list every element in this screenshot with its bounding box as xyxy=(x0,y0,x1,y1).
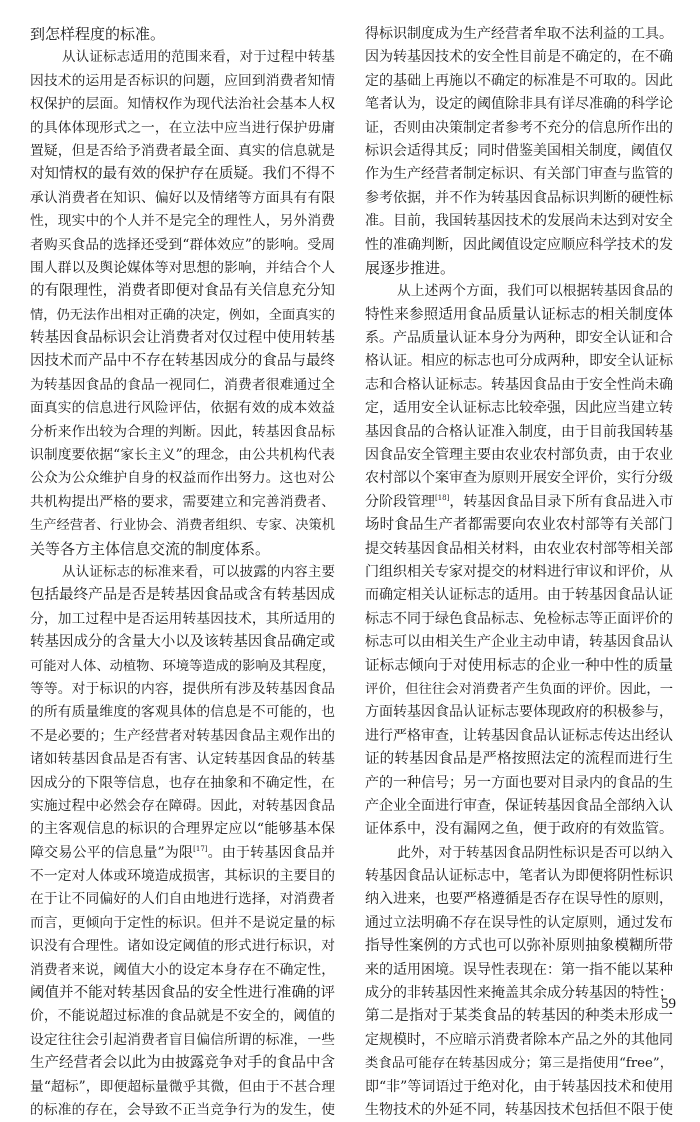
line-text: 到怎样程度的标准。 xyxy=(30,25,166,43)
text-line xyxy=(365,795,673,818)
line-text: 生物技术的外延不同，转基因技术包括但不限于使 xyxy=(365,1101,673,1118)
text-line xyxy=(30,935,335,958)
line-text: 方面转基因食品认证标志要体现政府的积极参与， xyxy=(365,704,673,721)
line-text: 得标识制度成为生产经营者牟取不法利益的工具。 xyxy=(365,26,673,42)
line-text: 纳入进来，也要严格遵循是否存在误导性的原则， xyxy=(365,891,673,908)
line-text: 在于让不同偏好的人们自由地进行选择，对消费者 xyxy=(30,891,335,908)
text-line xyxy=(365,772,673,795)
line-text: 农村部以个案审查为原则开展安全评价，实行分级 xyxy=(365,470,673,487)
text-line xyxy=(30,678,335,701)
text-line xyxy=(30,257,335,280)
text-line xyxy=(365,187,673,210)
line-text: 此外，对于转基因食品阴性标识是否可以纳入 xyxy=(397,844,673,861)
text-line xyxy=(365,888,673,911)
text-line xyxy=(365,444,673,467)
line-text: 即“非”等词语过于绝对化，由于转基因技术和使用 xyxy=(365,1078,673,1095)
text-line xyxy=(365,234,673,257)
line-text: 的有限理性，消费者即便对食品有关信息充分知 xyxy=(30,283,335,300)
text-line xyxy=(30,280,335,303)
text-line xyxy=(30,748,335,771)
text-line xyxy=(30,163,335,186)
text-line xyxy=(30,210,335,233)
line-text: 性，现实中的个人并不是完全的理性人，另外消费 xyxy=(30,213,335,230)
text-line xyxy=(30,467,335,490)
text-line xyxy=(365,257,673,280)
line-text: 成分的非转基因性来掩盖其余成分转基因的特性； xyxy=(365,985,673,1002)
text-line xyxy=(365,70,673,93)
text-line xyxy=(30,234,335,257)
line-text: 包括最终产品是否是转基因食品或含有转基因成 xyxy=(30,587,335,604)
text-line xyxy=(30,959,335,982)
line-text: 而言，更倾向于定性的标识。但并不是说定量的标 xyxy=(30,914,335,931)
line-text: 的所有质量维度的客观具体的信息是不可能的，也 xyxy=(30,704,335,721)
text-line xyxy=(365,818,673,841)
line-text: 识制度要依据“家长主义”的理念，由公共机构代表 xyxy=(30,447,335,464)
line-text: 从认证标志的标准来看，可以披露的内容主要 xyxy=(62,563,335,580)
line-text: 共机构提出严格的要求，需要建立和完善消费者、 xyxy=(30,493,335,510)
text-line xyxy=(365,725,673,748)
text-line xyxy=(30,46,335,69)
text-line xyxy=(365,865,673,888)
text-line xyxy=(30,888,335,911)
text-line xyxy=(365,350,673,373)
line-text: 可能对人体、动植物、环境等造成的影响及其程度， xyxy=(30,658,335,674)
text-line xyxy=(365,608,673,631)
text-line xyxy=(30,327,335,350)
line-text: 情，仍无法作出相对正确的决定，例如，全面真实的 xyxy=(30,307,335,323)
text-line xyxy=(365,327,673,350)
line-text: 证标志倾向于对使用标志的企业一种中性的质量 xyxy=(365,657,673,674)
text-line xyxy=(30,304,335,327)
text-line xyxy=(30,444,335,467)
line-text: 参考依据，并不作为转基因食品标识判断的硬性标 xyxy=(365,189,673,206)
line-text: 定，适用安全认证标志比较牵强，因此应当建立转 xyxy=(365,400,673,417)
line-text: 因技术而产品中不存在转基因成分的食品与最终 xyxy=(30,353,335,370)
line-text: 置疑，但是否给予消费者最全面、真实的信息就是 xyxy=(30,142,335,159)
text-line xyxy=(365,117,673,140)
text-line xyxy=(30,538,335,561)
line-text: 格认证。相应的标志也可分成两种，即安全认证标 xyxy=(365,353,673,370)
text-line xyxy=(365,584,673,607)
text-line xyxy=(30,70,335,93)
line-text: 的主客观信息的标识的合理界定应以“能够基本保 xyxy=(30,821,335,838)
line-text: 特性来参照适用食品质量认证标志的相关制度体 xyxy=(365,306,673,323)
text-line xyxy=(365,491,673,514)
text-line xyxy=(30,93,335,116)
text-line xyxy=(365,1052,673,1075)
text-line xyxy=(365,140,673,163)
line-text: 因食品安全管理主要由农业农村部负责，由于农业 xyxy=(365,447,673,464)
line-text: 进行严格审查，让转基因食品认证标志传达出经认 xyxy=(365,727,673,744)
line-text: 标志不同于绿色食品标志、免检标志等正面评价的 xyxy=(365,610,673,627)
text-line xyxy=(365,678,673,701)
line-text: 证体系中，没有漏网之鱼，便于政府的有效监管。 xyxy=(365,821,673,838)
line-text: 而确定相关认证标志的适用。由于转基因食品认证 xyxy=(365,587,673,604)
text-line xyxy=(30,1052,335,1075)
text-line xyxy=(30,982,335,1005)
text-line xyxy=(30,421,335,444)
text-line xyxy=(30,701,335,724)
text-line xyxy=(30,772,335,795)
line-text: 准。目前，我国转基因技术的发展尚未达到对安全 xyxy=(365,213,673,230)
line-text: 量“超标”，即便超标量微乎其微，但由于不甚合理 xyxy=(30,1078,335,1095)
text-line xyxy=(365,701,673,724)
line-text: 从上述两个方面，我们可以根据转基因食品的 xyxy=(397,283,673,300)
text-line xyxy=(365,23,673,46)
line-text: 产的一种信号；另一方面也要对目录内的食品的生 xyxy=(365,774,673,791)
line-text: 障交易公平的信息量”为限 xyxy=(30,844,194,861)
text-line xyxy=(365,280,673,303)
line-text: 通过立法明确不存在误导性的认定原则，通过发布 xyxy=(365,914,673,931)
line-text: 定规模时，不应暗示消费者除本产品之外的其他同 xyxy=(365,1031,673,1048)
text-line xyxy=(365,467,673,490)
line-text: 作为生产经营者制定标识、有关部门审查与监管的 xyxy=(365,166,673,183)
line-text: 公众为公众维护自身的权益而作出努力。这也对公 xyxy=(30,470,335,487)
line-text: 为转基因食品的食品一视同仁，消费者很难通过全 xyxy=(30,376,335,393)
text-line xyxy=(365,1099,673,1122)
text-line xyxy=(365,397,673,420)
page-number: 59 xyxy=(661,996,676,1012)
line-text: 第二是指对于某类食品的转基因的种类未形成一 xyxy=(365,1008,673,1025)
text-line xyxy=(365,538,673,561)
line-text: 定的基础上再施以不确定的标准是不可取的。因此 xyxy=(365,72,673,89)
citation-reference: [17] xyxy=(193,844,208,853)
line-text: 等等。对于标识的内容，提供所有涉及转基因食品 xyxy=(30,680,335,697)
text-line xyxy=(365,748,673,771)
line-text: 门组织相关专家对提交的材料进行审议和评价，从 xyxy=(365,563,673,580)
line-text: 因为转基因技术的安全性目前是不确定的，在不确 xyxy=(365,49,673,66)
line-text: 证的转基因食品是严格按照法定的流程而进行生 xyxy=(365,751,673,768)
line-text: 权保护的层面。知情权作为现代法治社会基本人权 xyxy=(30,96,335,113)
text-line xyxy=(30,1005,335,1028)
line-text: 分析来作出较为合理的判断。因此，转基因食品标 xyxy=(30,423,335,440)
text-line xyxy=(365,421,673,444)
text-line xyxy=(30,795,335,818)
line-text: 的具体体现形式之一，在立法中应当进行保护毋庸 xyxy=(30,119,335,136)
line-text: 提交转基因食品相关材料，由农业农村部等相关部 xyxy=(365,540,673,557)
text-line xyxy=(365,842,673,865)
citation-reference: [18] xyxy=(435,493,450,502)
line-text: 评价，但往往会对消费者产生负面的评价。因此，一 xyxy=(365,681,673,697)
text-line xyxy=(30,631,335,654)
text-line xyxy=(365,631,673,654)
right-column xyxy=(365,23,673,1122)
line-text: 面真实的信息进行风险评估，依据有效的成本效益 xyxy=(30,400,335,417)
text-line xyxy=(30,491,335,514)
text-line xyxy=(365,210,673,233)
line-text: 转基因食品认证标志中，笔者认为即便将阴性标识 xyxy=(365,868,673,885)
text-line xyxy=(30,561,335,584)
line-text: 关等各方主体信息交流的制度体系。 xyxy=(30,539,271,558)
text-line xyxy=(30,23,335,46)
line-text: 证，否则由决策制定者参考不充分的信息所作出的 xyxy=(365,119,673,136)
text-line xyxy=(30,865,335,888)
text-line xyxy=(30,912,335,935)
text-line xyxy=(30,514,335,537)
line-text-after-citation: 。由于转基因食品并 xyxy=(207,844,335,861)
line-text: 承认消费者在知识、偏好以及情绪等方面具有有限 xyxy=(30,189,335,206)
text-line xyxy=(365,304,673,327)
text-line xyxy=(30,655,335,678)
text-line xyxy=(365,959,673,982)
text-line xyxy=(30,117,335,140)
line-text: 基因食品的合格认证准入制度，由于目前我国转基 xyxy=(365,423,673,440)
left-column xyxy=(30,23,335,1122)
text-line xyxy=(30,1099,335,1122)
text-line xyxy=(365,1029,673,1052)
text-line xyxy=(30,818,335,841)
text-line xyxy=(365,1076,673,1099)
line-text: 笔者认为，设定的阈值除非具有详尽准确的科学论 xyxy=(365,96,673,113)
line-text: 消费者来说，阈值大小的设定本身存在不确定性， xyxy=(30,961,335,978)
line-text: 者购买食品的选择还受到“群体效应”的影响。受周 xyxy=(30,236,335,253)
text-line xyxy=(30,1029,335,1052)
text-line xyxy=(365,655,673,678)
line-text: 从认证标志适用的范围来看，对于过程中转基 xyxy=(62,49,335,66)
line-text: 价，不能说超过标准的食品就是不安全的，阈值的 xyxy=(30,1008,335,1025)
line-text: 对知情权的最有效的保护存在质疑。我们不得不 xyxy=(30,166,335,183)
text-line xyxy=(30,397,335,420)
line-text: 因技术的运用是否标识的问题，应回到消费者知情 xyxy=(30,72,335,89)
line-text: 展逐步推进。 xyxy=(365,258,456,277)
text-line xyxy=(365,935,673,958)
text-line xyxy=(365,374,673,397)
line-text: 场时食品生产者都需要向农业农村部等有关部门 xyxy=(365,517,673,534)
text-line xyxy=(30,140,335,163)
text-line xyxy=(365,93,673,116)
text-line xyxy=(30,725,335,748)
text-line xyxy=(30,350,335,373)
line-text: 标志可以由相关生产企业主动申请，转基因食品认 xyxy=(365,634,673,651)
line-text: 设定往往会引起消费者盲目偏信所谓的标准，一些 xyxy=(30,1031,335,1048)
line-text: 生产经营者会以此为由披露竞争对手的食品中含 xyxy=(30,1055,335,1072)
line-text: 类食品可能存在转基因成分；第三是指使用“free”， xyxy=(365,1056,673,1072)
line-text: 阈值并不能对转基因食品的安全性进行准确的评 xyxy=(30,985,335,1002)
line-text: 产企业全面进行审查，保证转基因食品全部纳入认 xyxy=(365,797,673,814)
text-line xyxy=(30,608,335,631)
text-line xyxy=(365,514,673,537)
line-text: 转基因成分的含量大小以及该转基因食品确定或 xyxy=(30,634,335,651)
line-text: 实施过程中必然会存在障碍。因此，对转基因食品 xyxy=(30,797,335,814)
line-text: 性的准确判断，因此阈值设定应顺应科学技术的发 xyxy=(365,236,673,253)
line-text: 志和合格认证标志。转基因食品由于安全性尚未确 xyxy=(365,376,673,393)
text-line xyxy=(30,584,335,607)
line-text: 指导性案例的方式也可以弥补原则抽象模糊所带 xyxy=(365,938,673,955)
text-line xyxy=(365,163,673,186)
line-text: 识没有合理性。诸如设定阈值的形式进行标识，对 xyxy=(30,938,335,955)
text-line xyxy=(365,1005,673,1028)
line-text: 不是必要的；生产经营者对转基因食品主观作出的 xyxy=(30,727,335,744)
line-text: 不一定对人体或环境造成损害，其标识的主要目的 xyxy=(30,868,335,885)
line-text: 分阶段管理 xyxy=(365,493,435,510)
text-line xyxy=(30,842,335,865)
line-text: 围人群以及舆论媒体等对思想的影响，并结合个人 xyxy=(30,259,335,276)
line-text: 系。产品质量认证本身分为两种，即安全认证和合 xyxy=(365,330,673,347)
text-line xyxy=(365,912,673,935)
line-text: 的标准的存在，会导致不正当竞争行为的发生，使 xyxy=(30,1101,335,1118)
text-line xyxy=(30,1076,335,1099)
text-line xyxy=(30,187,335,210)
line-text: 生产经营者、行业协会、消费者组织、专家、决策机 xyxy=(30,518,335,534)
line-text: 标识会适得其反；同时借鉴美国相关制度，阈值仅 xyxy=(365,142,673,159)
line-text: 因成分的下限等信息，也存在抽象和不确定性，在 xyxy=(30,774,335,791)
line-text: 转基因食品标识会让消费者对仅过程中使用转基 xyxy=(30,330,335,347)
line-text: 分，加工过程中是否运用转基因技术，其所适用的 xyxy=(30,610,335,627)
line-text: 来的适用困境。误导性表现在：第一指不能以某种 xyxy=(365,961,673,978)
text-line xyxy=(365,561,673,584)
text-line xyxy=(30,374,335,397)
line-text: 诸如转基因食品是否有害、认定转基因食品的转基 xyxy=(30,751,335,768)
text-line xyxy=(365,46,673,69)
line-text-after-citation: ，转基因食品目录下所有食品进入市 xyxy=(449,493,673,510)
text-line xyxy=(365,982,673,1005)
